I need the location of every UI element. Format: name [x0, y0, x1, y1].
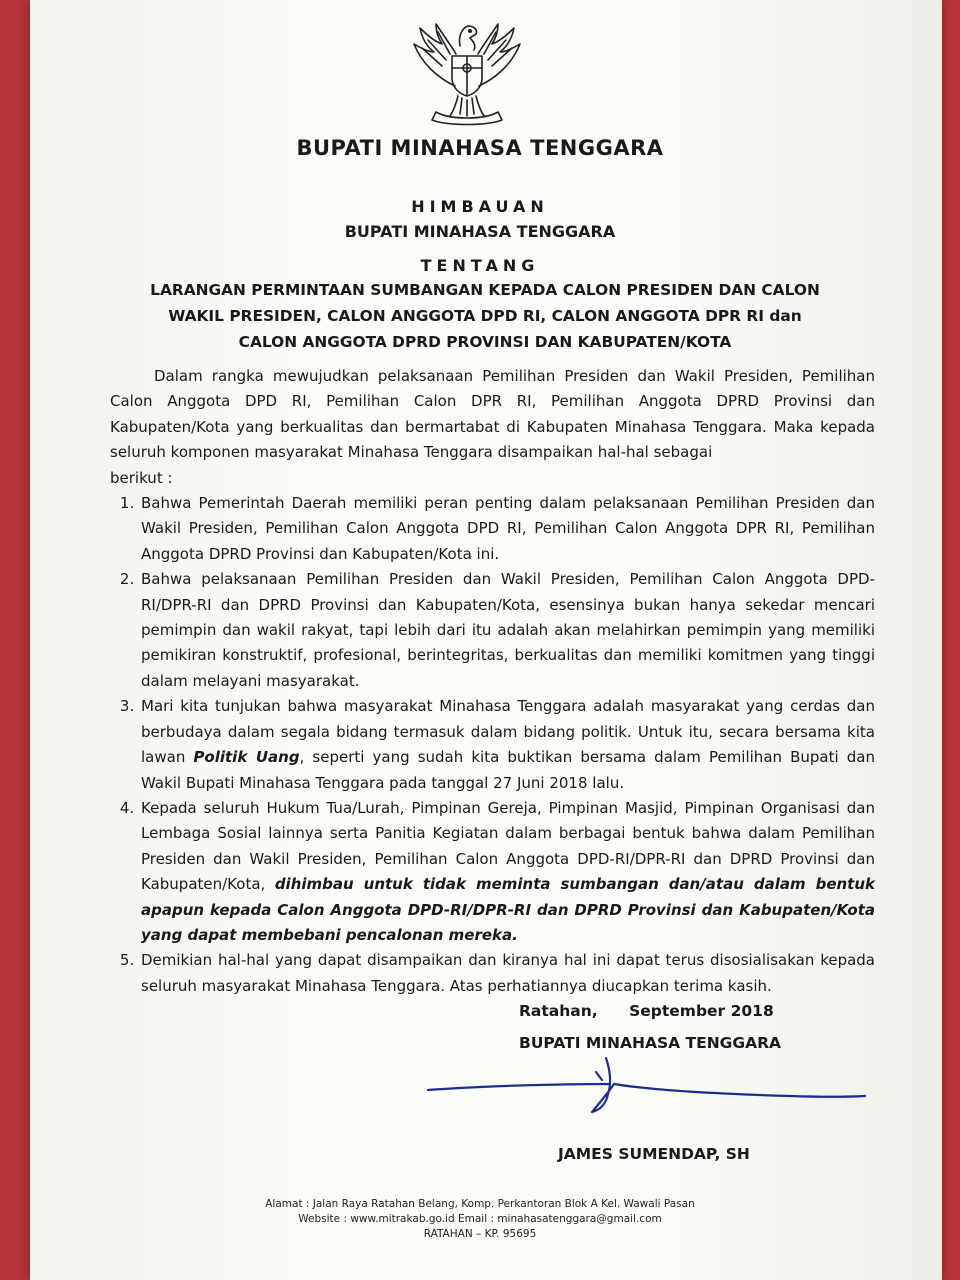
- item-3-emphasis: Politik Uang: [193, 748, 300, 767]
- footer: [0, 1197, 960, 1242]
- points-list: [110, 491, 875, 999]
- heading-bupati: BUPATI MINAHASA TENGGARA: [344, 222, 616, 241]
- subject-line-2: WAKIL PRESIDEN, CALON ANGGOTA DPD RI, CALON ANGGOTA DPR RI dan: [168, 307, 802, 325]
- place: Ratahan,: [519, 1002, 598, 1020]
- garuda-pancasila-icon: [400, 16, 534, 128]
- subject-line-3: CALON ANGGOTA DPRD PROVINSI DAN KABUPATEN/KOTA: [238, 333, 732, 351]
- office-title: BUPATI MINAHASA TENGGARA: [519, 1034, 782, 1052]
- subject-title: [120, 277, 850, 355]
- list-item-4: [139, 796, 875, 948]
- item-3-text-a: Mari kita tunjukan bahwa masyarakat Minahasa Tenggara adalah masyarakat yang cerdas dan berbudaya dalam segala bidang termasuk dalam bidang politik. Untuk itu, secara bersama kita lawan: [141, 697, 875, 767]
- list-item-2: [139, 567, 875, 694]
- body-text: [110, 364, 875, 999]
- signer-name: JAMES SUMENDAP, SH: [558, 1145, 750, 1163]
- footer-address: Alamat : Jalan Raya Ratahan Belang, Komp. Perkantoran Blok A Kel. Wawali Pasan: [265, 1198, 695, 1210]
- list-item-1: [139, 491, 875, 567]
- footer-web-email: Website : www.mitrakab.go.id Email : minahasatenggara@gmail.com: [298, 1213, 662, 1225]
- org-title: BUPATI MINAHASA TENGGARA: [296, 136, 664, 160]
- item-1-text: Bahwa Pemerintah Daerah memiliki peran penting dalam pelaksanaan Pemilihan Presiden dan Wakil Presiden, Pemilihan Calon Anggota DPD RI, Pemilihan Calon Anggota DPR RI, Pemilihan Anggota DPRD Provinsi dan Kabupaten/Kota ini.: [141, 494, 875, 563]
- date-row: [519, 995, 781, 1027]
- item-4-emphasis: dihimbau untuk tidak meminta sumbangan dan/atau dalam bentuk apapun kepada Calon Anggota DPD-RI/DPR-RI dan DPRD Provinsi dan Kabupaten/Kota yang dapat membebani pencalonan mereka.: [141, 875, 875, 944]
- list-item-3: [139, 694, 875, 796]
- list-item-5: [139, 948, 875, 999]
- heading-himbauan: HIMBAUAN: [411, 197, 549, 216]
- footer-postal: RATAHAN – KP. 95695: [423, 1228, 537, 1240]
- date: September 2018: [629, 1002, 774, 1020]
- intro-paragraph: Dalam rangka mewujudkan pelaksanaan Pemilihan Presiden dan Wakil Presiden, Pemilihan Calon Anggota DPD RI, Pemilihan Calon DPR RI, Pemilihan Anggota DPRD Provinsi dan Kabupaten/Kota yang berkualitas dan bermartabat di Kabupaten Minahasa Tenggara. Maka kepada seluruh komponen masyarakat Minahasa Tenggara disampaikan hal-hal sebagai: [110, 367, 875, 462]
- item-3-text-b: , seperti yang sudah kita buktikan bersama dalam Pemilihan Bupati dan Wakil Bupati Minahasa Tenggara pada tanggal 27 Juni 2018 lalu.: [141, 748, 875, 792]
- item-2-text: Bahwa pelaksanaan Pemilihan Presiden dan Wakil Presiden, Pemilihan Calon Anggota DPD-RI/DPR-RI dan DPRD Provinsi dan Kabupaten/Kota, esensinya bukan hanya sekedar mencari pemimpin dan wakil rakyat, tapi lebih dari itu adalah akan melahirkan pemimpin yang memiliki pemikiran konstruktif, profesional, berintegritas, berkualitas dan memiliki komitmen yang tinggi dalam melayani masyarakat.: [141, 570, 875, 690]
- subject-line-1: LARANGAN PERMINTAAN SUMBANGAN KEPADA CALON PRESIDEN DAN CALON: [150, 281, 820, 299]
- intro-tail: berikut :: [110, 468, 173, 487]
- heading-tentang: TENTANG: [420, 256, 540, 275]
- item-4-text: Kepada seluruh Hukum Tua/Lurah, Pimpinan Gereja, Pimpinan Masjid, Pimpinan Organisasi dan Lembaga Sosial lainnya serta Panitia Kegiatan dalam berbagai bentuk bahwa dalam Pemilihan Presiden dan Wakil Presiden, Pemilihan Calon Anggota DPD-RI/DPR-RI dan DPRD Provinsi dan Kabupaten/Kota,: [141, 798, 875, 894]
- handwritten-signature-icon: [420, 1050, 870, 1120]
- item-5-text: Demikian hal-hal yang dapat disampaikan dan kiranya hal ini dapat terus disosialisakan kepada seluruh masyarakat Minahasa Tenggara. Atas perhatiannya diucapkan terima kasih.: [141, 951, 875, 995]
